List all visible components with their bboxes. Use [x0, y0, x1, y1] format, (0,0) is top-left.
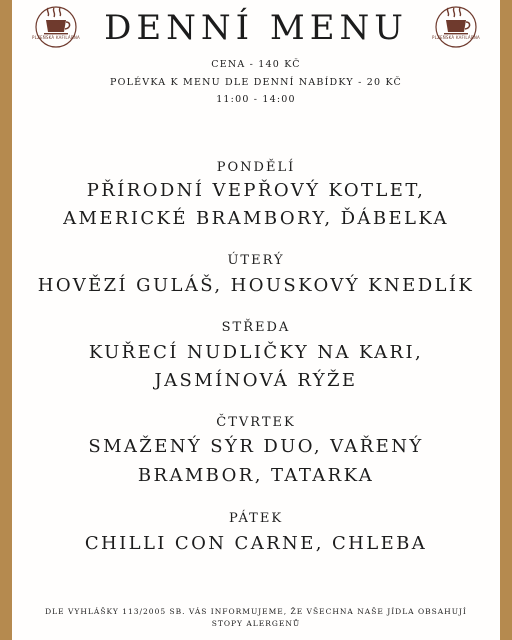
allergen-notice-continued: STOPY ALERGENŮ [211, 619, 301, 628]
allergen-notice: DLE VYHLÁŠKY 113/2005 SB. VÁS INFORMUJEME, ŽE VŠECHNA NAŠE JÍDLA OBSAHUJÍ [45, 607, 467, 616]
right-border [500, 0, 512, 640]
dish-line: HOVĚZÍ GULÁŠ, HOUSKOVÝ KNEDLÍK [37, 275, 475, 296]
dish-line: JASMÍNOVÁ RÝŽE [154, 370, 358, 391]
left-border [0, 0, 12, 640]
hours-info: 11:00 - 14:00 [216, 94, 296, 105]
dish-line: KUŘECÍ NUDLIČKY NA KARI, [88, 342, 424, 363]
dish-line: BRAMBOR, TATARKA [137, 465, 375, 486]
day-label-friday: PÁTEK [228, 511, 284, 526]
logo-right [432, 6, 480, 48]
dish-line: SMAŽENÝ SÝR DUO, VAŘENÝ [88, 436, 424, 457]
logo-text: PLZEŇSKÁ KAFILÁRNA [432, 35, 480, 40]
logo-text: PLZEŇSKÁ KAFILÁRNA [32, 35, 80, 40]
dish-line: PŘÍRODNÍ VEPŘOVÝ KOTLET, [86, 180, 426, 201]
day-label-wednesday: STŘEDA [221, 320, 291, 335]
dish-line: CHILLI CON CARNE, CHLEBA [84, 533, 428, 554]
menu-page [12, 0, 500, 640]
dish-line: AMERICKÉ BRAMBORY, ĎÁBELKA [63, 208, 449, 229]
price-info: CENA - 140 KČ [211, 59, 301, 70]
soup-info: POLÉVKA K MENU DLE DENNÍ NABÍDKY - 20 KČ [110, 77, 402, 88]
day-label-monday: PONDĚLÍ [216, 160, 296, 175]
coffee-cup-logo-icon [432, 6, 480, 48]
day-label-tuesday: ÚTERÝ [227, 253, 285, 268]
day-label-thursday: ČTVRTEK [216, 415, 296, 430]
page-title: DENNÍ MENU [104, 8, 408, 48]
